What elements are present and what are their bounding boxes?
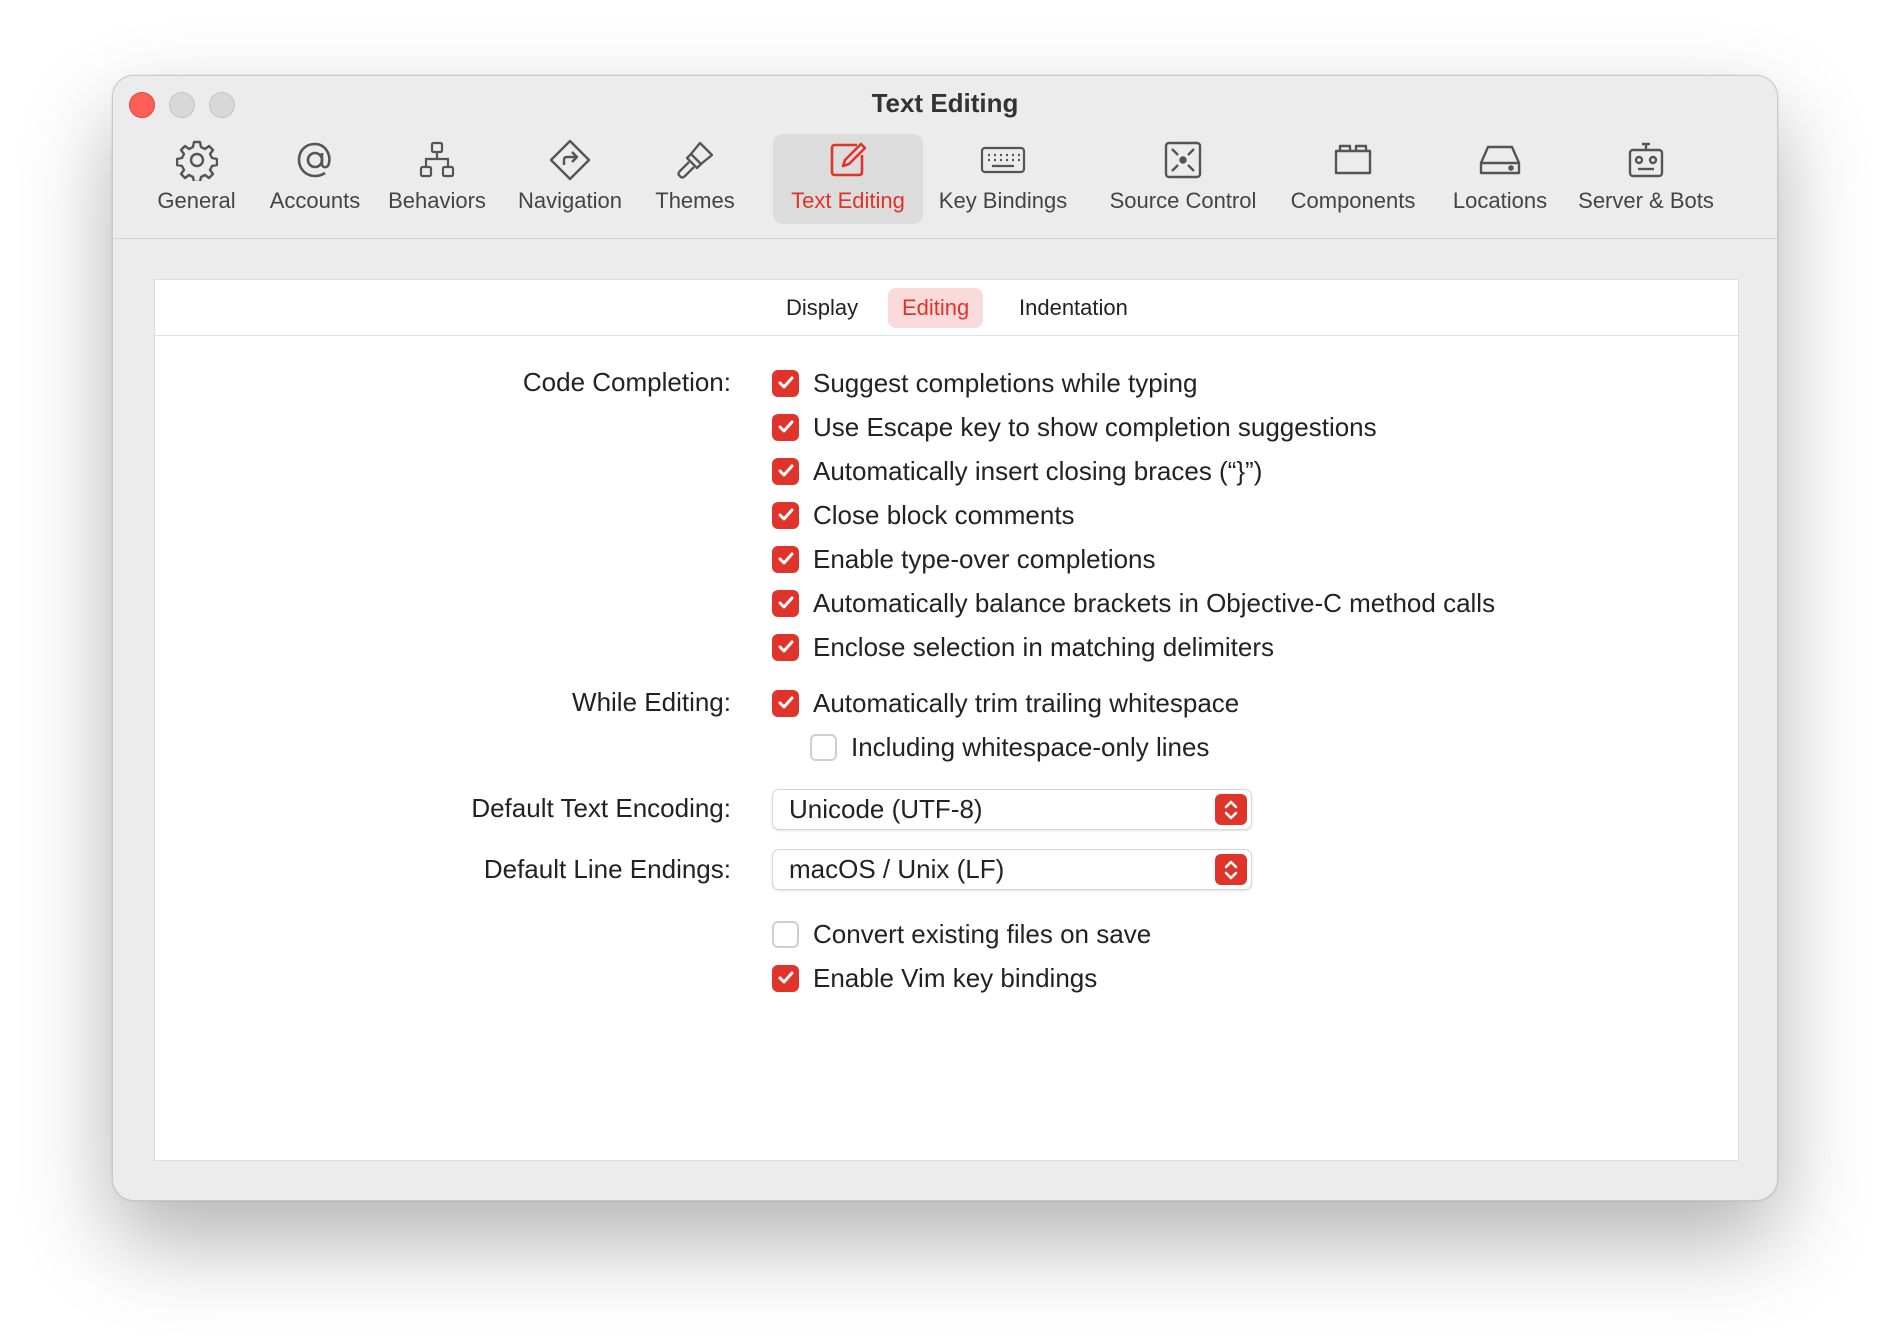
checkbox[interactable]: [772, 414, 799, 441]
checkbox-enclose-selection[interactable]: [772, 627, 1274, 667]
toolbar-item-source-control[interactable]: [1098, 134, 1268, 224]
text-encoding-popup[interactable]: [772, 789, 1252, 830]
checkbox[interactable]: [772, 502, 799, 529]
checkbox[interactable]: [772, 634, 799, 661]
toolbar-item-server-bots[interactable]: [1571, 134, 1721, 224]
checkbox[interactable]: [772, 370, 799, 397]
checkbox-label: Enclose selection in matching delimiters: [813, 631, 1274, 662]
checkmark-icon: [776, 505, 796, 525]
checkbox-convert-files[interactable]: [772, 914, 1151, 954]
checkbox-whitespace-only-lines[interactable]: [810, 727, 1209, 767]
checkbox[interactable]: [810, 734, 837, 761]
toolbar-item-general[interactable]: [148, 134, 245, 224]
checkbox-label: Suggest completions while typing: [813, 367, 1198, 398]
toolbar-item-label: Navigation: [518, 188, 622, 213]
checkbox-label: Close block comments: [813, 499, 1075, 530]
toolbar-item-label: Behaviors: [388, 188, 486, 213]
checkbox-escape-key-completions[interactable]: [772, 407, 1377, 447]
toolbar-item-label: Accounts: [269, 188, 361, 213]
checkbox-label: Convert existing files on save: [813, 918, 1152, 949]
tab-display[interactable]: Display: [786, 295, 859, 320]
toolbar-item-locations[interactable]: [1440, 134, 1560, 224]
toolbar-item-text-editing[interactable]: [773, 134, 923, 224]
checkbox-insert-closing-braces[interactable]: [772, 451, 1262, 491]
checkbox-trim-whitespace[interactable]: [772, 683, 1239, 723]
checkbox[interactable]: [772, 690, 799, 717]
tab-indentation[interactable]: Indentation: [1019, 295, 1128, 320]
checkbox-close-block-comments[interactable]: [772, 495, 1075, 535]
text-encoding-value: Unicode (UTF-8): [789, 794, 983, 824]
toolbar-item-key-bindings[interactable]: [933, 134, 1073, 224]
checkbox-type-over-completions[interactable]: [772, 539, 1156, 579]
preferences-window: [112, 75, 1778, 1201]
toolbar-item-label: Components: [1290, 188, 1416, 213]
edit-icon: [824, 136, 872, 184]
checkbox-label: Automatically insert closing braces (“}”): [813, 455, 1263, 486]
checkbox-suggest-completions[interactable]: [772, 363, 1197, 403]
checkbox[interactable]: [772, 458, 799, 485]
toolbar-item-label: Source Control: [1109, 188, 1257, 213]
hierarchy-icon: [413, 136, 461, 184]
checkmark-icon: [776, 417, 796, 437]
checkbox-label: Enable type-over completions: [813, 543, 1156, 574]
checkbox-vim-key-bindings[interactable]: [772, 958, 1097, 998]
chevron-up-down-icon: [1215, 854, 1247, 885]
chevron-up-down-icon: [1215, 794, 1247, 825]
direction-sign-icon: [546, 136, 594, 184]
checkbox-label: Automatically trim trailing whitespace: [813, 687, 1240, 718]
title-bar: [113, 76, 1777, 239]
checkmark-icon: [776, 549, 796, 569]
keyboard-icon: [977, 136, 1029, 184]
code-completion-label: Code Completion:: [522, 367, 731, 397]
toolbar-item-label: General: [157, 188, 236, 213]
subtab-bar: [155, 280, 1738, 336]
preferences-toolbar: [113, 134, 1777, 230]
toolbar-item-accounts[interactable]: [259, 134, 371, 224]
drive-icon: [1476, 136, 1524, 184]
checkmark-icon: [776, 968, 796, 988]
checkbox-balance-brackets[interactable]: [772, 583, 1495, 623]
line-endings-label: Default Line Endings:: [483, 854, 731, 884]
checkbox[interactable]: [772, 590, 799, 617]
window-title: Text Editing: [871, 88, 1019, 118]
checkbox-label: Use Escape key to show completion suggestions: [813, 411, 1377, 442]
line-endings-value: macOS / Unix (LF): [789, 854, 1005, 884]
toolbar-item-navigation[interactable]: [506, 134, 634, 224]
toolbar-item-components[interactable]: [1279, 134, 1427, 224]
settings-panel: [154, 279, 1739, 1161]
toolbar-item-themes[interactable]: [645, 134, 745, 224]
checkbox-label: Enable Vim key bindings: [813, 962, 1098, 993]
checkbox-label: Automatically balance brackets in Objective-C method calls: [813, 587, 1496, 618]
checkbox[interactable]: [772, 965, 799, 992]
checkbox[interactable]: [772, 921, 799, 948]
checkbox[interactable]: [772, 546, 799, 573]
checkmark-icon: [776, 461, 796, 481]
checkmark-icon: [776, 693, 796, 713]
tab-editing[interactable]: Editing: [888, 288, 983, 328]
toolbar-item-label: Locations: [1452, 188, 1548, 213]
components-icon: [1329, 136, 1377, 184]
checkmark-icon: [776, 637, 796, 657]
robot-icon: [1622, 136, 1670, 184]
toolbar-item-label: Themes: [655, 188, 735, 213]
paintbrush-icon: [671, 136, 719, 184]
checkbox-label: Including whitespace-only lines: [851, 731, 1210, 762]
text-encoding-label: Default Text Encoding:: [471, 793, 731, 823]
toolbar-item-label: Text Editing: [791, 188, 905, 213]
gear-icon: [173, 136, 221, 184]
line-endings-popup[interactable]: [772, 849, 1252, 890]
toolbar-item-label: Key Bindings: [938, 188, 1068, 213]
at-icon: [291, 136, 339, 184]
toolbar-item-behaviors[interactable]: [380, 134, 494, 224]
while-editing-label: While Editing:: [572, 687, 731, 717]
checkmark-icon: [776, 373, 796, 393]
toolbar-item-label: Server & Bots: [1578, 188, 1714, 213]
checkmark-icon: [776, 593, 796, 613]
source-control-icon: [1159, 136, 1207, 184]
